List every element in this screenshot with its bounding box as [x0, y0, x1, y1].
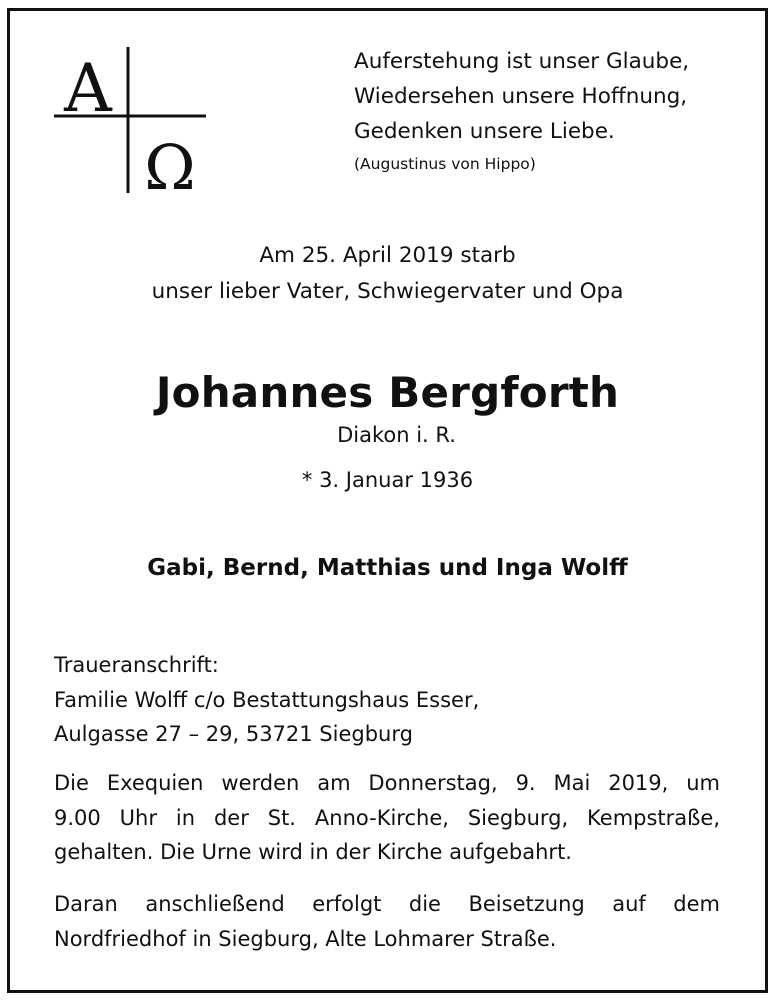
quote-author: (Augustinus von Hippo)	[354, 155, 536, 173]
death-announcement	[0, 238, 775, 310]
alpha-letter: A	[64, 50, 112, 127]
address-line: Aulgasse 27 – 29, 53721 Siegburg	[54, 722, 413, 746]
relation-line: unser lieber Vater, Schwiegervater und Opa	[151, 279, 624, 304]
burial-paragraph	[54, 887, 720, 956]
address-line: Familie Wolff c/o Bestattungshaus Esser,	[54, 687, 480, 712]
service-line: gehalten. Die Urne wird in der Kirche aufgebahrt.	[54, 840, 572, 864]
quote-line: Auferstehung ist unser Glaube,	[354, 49, 690, 74]
quote-line: Gedenken unsere Liebe.	[354, 119, 615, 144]
mourners-names: Gabi, Bernd, Matthias und Inga Wolff	[147, 555, 628, 581]
service-paragraph	[54, 766, 720, 870]
address-heading: Traueranschrift:	[54, 653, 219, 677]
birth-date: * 3. Januar 1936	[301, 468, 474, 492]
deceased-title: Diakon i. R.	[337, 423, 456, 447]
death-date-line: Am 25. April 2019 starb	[259, 243, 516, 268]
mourning-address	[54, 648, 720, 752]
quote-block	[354, 44, 689, 179]
service-line: Die Exequien werden am Donnerstag, 9. Mai 2019, um	[54, 771, 720, 795]
omega-letter: Ω	[144, 131, 196, 193]
service-line: 9.00 Uhr in der St. Anno-Kirche, Siegburg, Kempstraße,	[54, 805, 720, 830]
burial-line: Nordfriedhof in Siegburg, Alte Lohmarer Straße.	[54, 926, 557, 951]
alpha-omega-cross-icon	[54, 47, 206, 193]
quote-line: Wiedersehen unsere Hoffnung,	[354, 84, 688, 109]
burial-line: Daran anschließend erfolgt die Beisetzung auf dem	[54, 892, 720, 916]
deceased-name: Johannes Bergforth	[155, 368, 620, 417]
